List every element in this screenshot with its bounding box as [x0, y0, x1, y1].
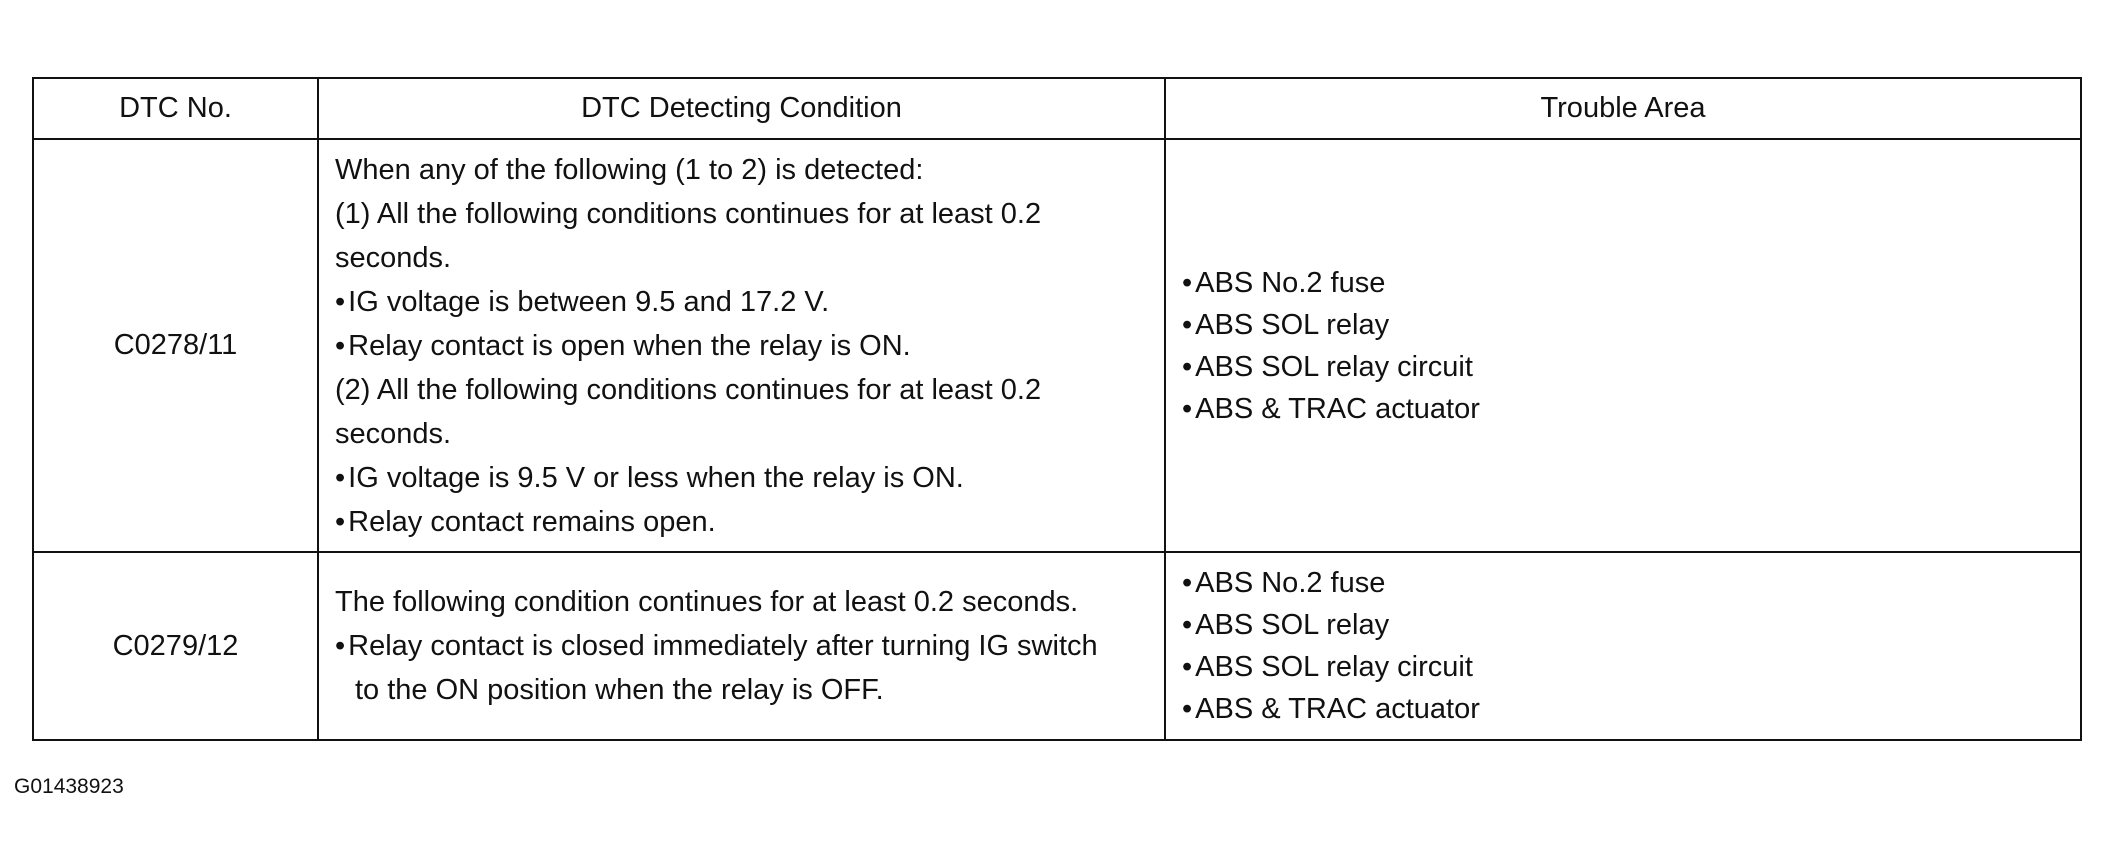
condition-bullet: • IG voltage is between 9.5 and 17.2 V.	[335, 280, 1164, 324]
condition-line: (2) All the following conditions continues for at least 0.2	[335, 373, 1042, 406]
condition-line: to the ON position when the relay is OFF.	[355, 674, 884, 706]
trouble-area-item: • ABS & TRAC actuator	[1182, 388, 2080, 430]
trouble-area-item: • ABS No.2 fuse	[1182, 262, 2080, 304]
dtc-table	[32, 77, 2082, 741]
detecting-condition-cell	[318, 139, 1165, 552]
trouble-area-item: • ABS SOL relay circuit	[1182, 646, 2080, 688]
trouble-area-cell	[1165, 139, 2081, 552]
header-row	[33, 78, 2081, 139]
table-row	[33, 552, 2081, 740]
condition-bullet: • Relay contact is closed immediately after turning IG switch	[335, 624, 1164, 668]
trouble-area-item: • ABS & TRAC actuator	[1182, 688, 2080, 730]
detecting-condition-cell	[318, 552, 1165, 740]
header-trouble-area: Trouble Area	[1165, 78, 2081, 139]
trouble-area-item: • ABS SOL relay	[1182, 304, 2080, 346]
dtc-code: C0279/12	[33, 552, 318, 740]
trouble-area-item: • ABS No.2 fuse	[1182, 562, 2080, 604]
trouble-area-cell	[1165, 552, 2081, 740]
figure-code: G01438923	[14, 775, 124, 798]
condition-line: seconds.	[335, 241, 452, 274]
condition-line: When any of the following (1 to 2) is detected:	[335, 153, 924, 186]
header-dtc-no: DTC No.	[33, 78, 318, 139]
trouble-area-item: • ABS SOL relay	[1182, 604, 2080, 646]
header-detecting-condition: DTC Detecting Condition	[318, 78, 1165, 139]
condition-bullet: • IG voltage is 9.5 V or less when the relay is ON.	[335, 456, 1164, 500]
table-row	[33, 139, 2081, 552]
dtc-code: C0278/11	[33, 139, 318, 552]
condition-line: seconds.	[335, 417, 452, 450]
trouble-area-item: • ABS SOL relay circuit	[1182, 346, 2080, 388]
condition-bullet: • Relay contact remains open.	[335, 500, 1164, 544]
condition-line: (1) All the following conditions continues for at least 0.2	[335, 197, 1042, 230]
condition-bullet: • Relay contact is open when the relay is ON.	[335, 324, 1164, 368]
condition-line: The following condition continues for at least 0.2 seconds.	[335, 586, 1079, 618]
